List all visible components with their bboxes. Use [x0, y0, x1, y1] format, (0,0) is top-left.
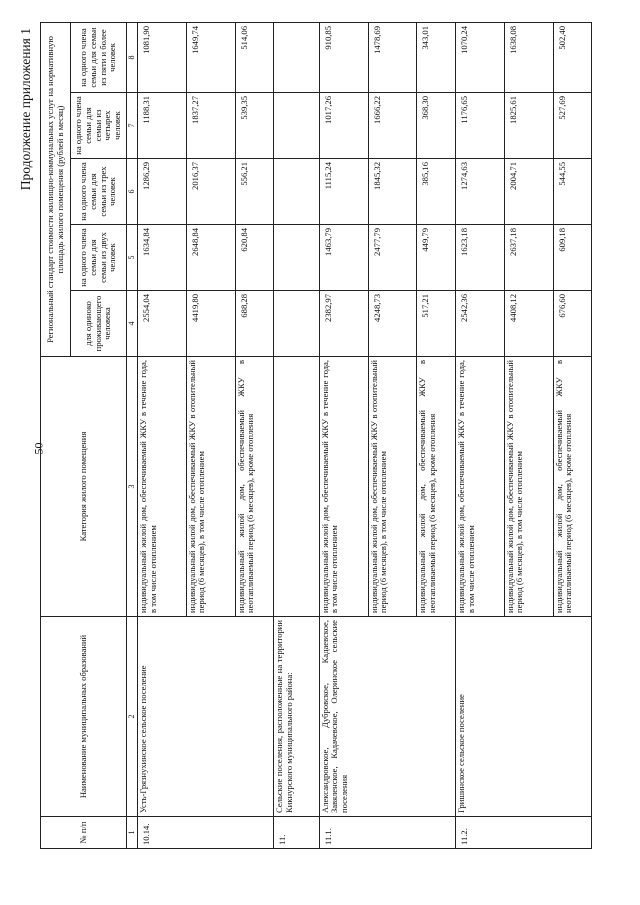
housing-category: индивидуальный жилой дом, обеспечиваемый ЖКУ в неотапливаемый период (6 месяцев), кроме отопления — [417, 357, 455, 617]
cost-value: 910,85 — [319, 22, 368, 92]
column-index: 2 — [127, 617, 138, 817]
cost-value: 539,35 — [235, 93, 273, 159]
cost-value: 688,28 — [235, 291, 273, 357]
column-index-row — [127, 22, 138, 848]
cost-value: 1825,61 — [504, 93, 553, 159]
header-col-four: на одного члена семьи для семьи из четырех человек — [71, 93, 127, 159]
row-number: 11. — [274, 817, 320, 849]
row-number: 10.14. — [138, 817, 274, 849]
cost-value: 620,84 — [235, 225, 273, 291]
housing-category: индивидуальный жилой дом, обеспечиваемый ЖКУ в течение года, в том числе отоплением — [319, 357, 368, 617]
cost-value: 2016,37 — [186, 159, 235, 225]
housing-category: индивидуальный жилой дом, обеспечиваемый ЖКУ в течение года, в том числе отоплением — [138, 357, 187, 617]
cost-value: 676,60 — [553, 291, 591, 357]
cost-value: 1623,18 — [455, 225, 504, 291]
cost-value: 1638,08 — [504, 22, 553, 92]
cost-value: 1188,31 — [138, 93, 187, 159]
cost-value: 2004,71 — [504, 159, 553, 225]
cost-value: 1070,24 — [455, 22, 504, 92]
cost-value: 1634,84 — [138, 225, 187, 291]
cost-value: 2382,97 — [319, 291, 368, 357]
cost-value: 1649,74 — [186, 22, 235, 92]
cost-value: 1666,22 — [368, 93, 417, 159]
cost-value: 1081,90 — [138, 22, 187, 92]
column-index: 1 — [127, 817, 138, 849]
header-standard: Региональный стандарт стоимости жилищно-коммунальных услуг на нормативную площадь жилого помещения (рублей в месяц) — [41, 22, 71, 356]
cost-value: 2477,79 — [368, 225, 417, 291]
cost-value: 544,55 — [553, 159, 591, 225]
header-number: № п/п — [41, 817, 127, 849]
housing-category: индивидуальный жилой дом, обеспечиваемый ЖКУ в неотапливаемый период (6 месяцев), кроме отопления — [553, 357, 591, 617]
housing-category: индивидуальный жилой дом, обеспечиваемый ЖКУ в течение года, в том числе отоплением — [455, 357, 504, 617]
row-number: 11.1. — [319, 817, 455, 849]
cost-value: 4419,80 — [186, 291, 235, 357]
housing-category: индивидуальный жилой дом, обеспечиваемый ЖКУ в отопительный период (6 месяцев), в том числе отоплением — [186, 357, 235, 617]
municipality-name: Усть-Грязнухинское сельское поселение — [138, 617, 274, 817]
cost-value: 2637,18 — [504, 225, 553, 291]
standard-cost-table — [40, 22, 592, 849]
column-index: 6 — [127, 159, 138, 225]
cost-value: 1115,24 — [319, 159, 368, 225]
cost-value: 4248,73 — [368, 291, 417, 357]
page-number: 50 — [31, 442, 46, 455]
row-number: 11.2. — [455, 817, 591, 849]
cost-value: 1274,63 — [455, 159, 504, 225]
housing-category: индивидуальный жилой дом, обеспечиваемый ЖКУ в отопительный период (6 месяцев), в том числе отоплением — [504, 357, 553, 617]
table-row — [274, 22, 320, 848]
cost-value: 517,21 — [417, 291, 455, 357]
cost-value: 1845,32 — [368, 159, 417, 225]
cost-value: 4408,12 — [504, 291, 553, 357]
cost-value: 449,79 — [417, 225, 455, 291]
column-index: 4 — [127, 291, 138, 357]
column-index: 5 — [127, 225, 138, 291]
cost-value: 385,16 — [417, 159, 455, 225]
housing-category: индивидуальный жилой дом, обеспечиваемый ЖКУ в отопительный период (6 месяцев), в том числе отоплением — [368, 357, 417, 617]
table-row — [319, 22, 368, 848]
appendix-continuation-title: Продолжение приложения 1 — [18, 28, 33, 191]
municipality-name: Александровское, Дубровское, Кадаевское, Завяленское, Кадачевское, Олеринское сельские поселения — [319, 617, 455, 817]
cost-value: 1286,29 — [138, 159, 187, 225]
header-col-single: для одиноко проживающего человека — [71, 291, 127, 357]
header-col-five: на одного члена семьи для семьи из пяти и более человек — [71, 22, 127, 92]
municipality-name: Сельские поселения, расположенные на территории Кикнурского муниципального района: — [274, 617, 320, 817]
table-row — [138, 22, 187, 848]
municipality-name: Гришинское сельское поселение — [455, 617, 591, 817]
column-index: 3 — [127, 357, 138, 617]
cost-value: 368,30 — [417, 93, 455, 159]
header-category: Категория жилого помещения — [41, 357, 127, 617]
cost-value: 1478,69 — [368, 22, 417, 92]
cost-value: 609,18 — [553, 225, 591, 291]
cost-value: 1176,65 — [455, 93, 504, 159]
table-row — [455, 22, 504, 848]
column-index: 8 — [127, 22, 138, 92]
header-municipality: Наименование муниципальных образований — [41, 617, 127, 817]
cost-value: 1017,26 — [319, 93, 368, 159]
cost-value: 514,06 — [235, 22, 273, 92]
cost-value: 527,69 — [553, 93, 591, 159]
column-index: 7 — [127, 93, 138, 159]
cost-value: 1837,27 — [186, 93, 235, 159]
cost-value: 2554,04 — [138, 291, 187, 357]
cost-value: 1463,79 — [319, 225, 368, 291]
header-col-two: на одного члена семьи для семьи из двух человек — [71, 225, 127, 291]
cost-value: 556,21 — [235, 159, 273, 225]
header-col-three: на одного члена семьи для семьи из трех человек — [71, 159, 127, 225]
cost-value: 2542,36 — [455, 291, 504, 357]
cost-value: 2648,84 — [186, 225, 235, 291]
cost-value: 502,40 — [553, 22, 591, 92]
cost-value: 343,01 — [417, 22, 455, 92]
table-body — [138, 22, 592, 848]
housing-category: индивидуальный жилой дом, обеспечиваемый ЖКУ в неотапливаемый период (6 месяцев), кроме отопления — [235, 357, 273, 617]
